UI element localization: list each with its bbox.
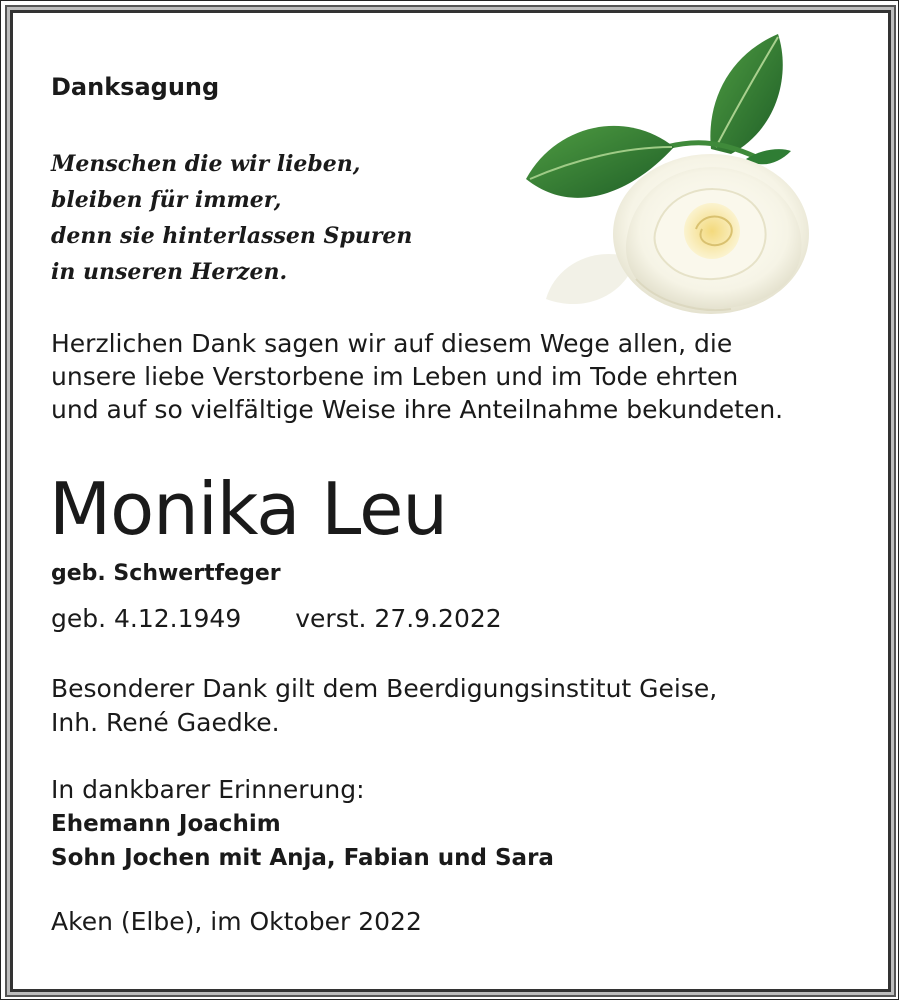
deceased-name: Monika Leu [49,467,448,551]
white-rose-icon [516,29,816,329]
memorial-poem [51,146,412,290]
thanks-line: unsere liebe Verstorbene im Leben und im Tode ehrten [51,362,739,391]
memory-intro: In dankbarer Erinnerung: [51,775,365,804]
maiden-name: geb. Schwertfeger [51,561,281,586]
special-thanks-line: Besonderer Dank gilt dem Beerdigungsinstitut Geise, [51,674,718,703]
poem-line: Menschen die wir lieben, [51,151,361,177]
birth-date: geb. 4.12.1949 [51,604,242,633]
mourners-section [51,773,554,875]
heading-danksagung: Danksagung [51,73,220,101]
mourner-name: Sohn Jochen mit Anja, Fabian und Sara [51,845,554,871]
life-dates [51,604,502,633]
place-and-date: Aken (Elbe), im Oktober 2022 [51,907,422,936]
poem-line: in unseren Herzen. [51,259,288,285]
thanks-line: und auf so vielfältige Weise ihre Anteilnahme bekundeten. [51,395,784,424]
thanks-paragraph [51,327,871,426]
special-thanks [51,672,717,740]
mourner-name: Ehemann Joachim [51,811,281,837]
special-thanks-line: Inh. René Gaedke. [51,708,280,737]
poem-line: bleiben für immer, [51,187,282,213]
death-date: verst. 27.9.2022 [295,604,502,633]
thanks-line: Herzlichen Dank sagen wir auf diesem Wege allen, die [51,329,733,358]
poem-line: denn sie hinterlassen Spuren [51,223,413,249]
